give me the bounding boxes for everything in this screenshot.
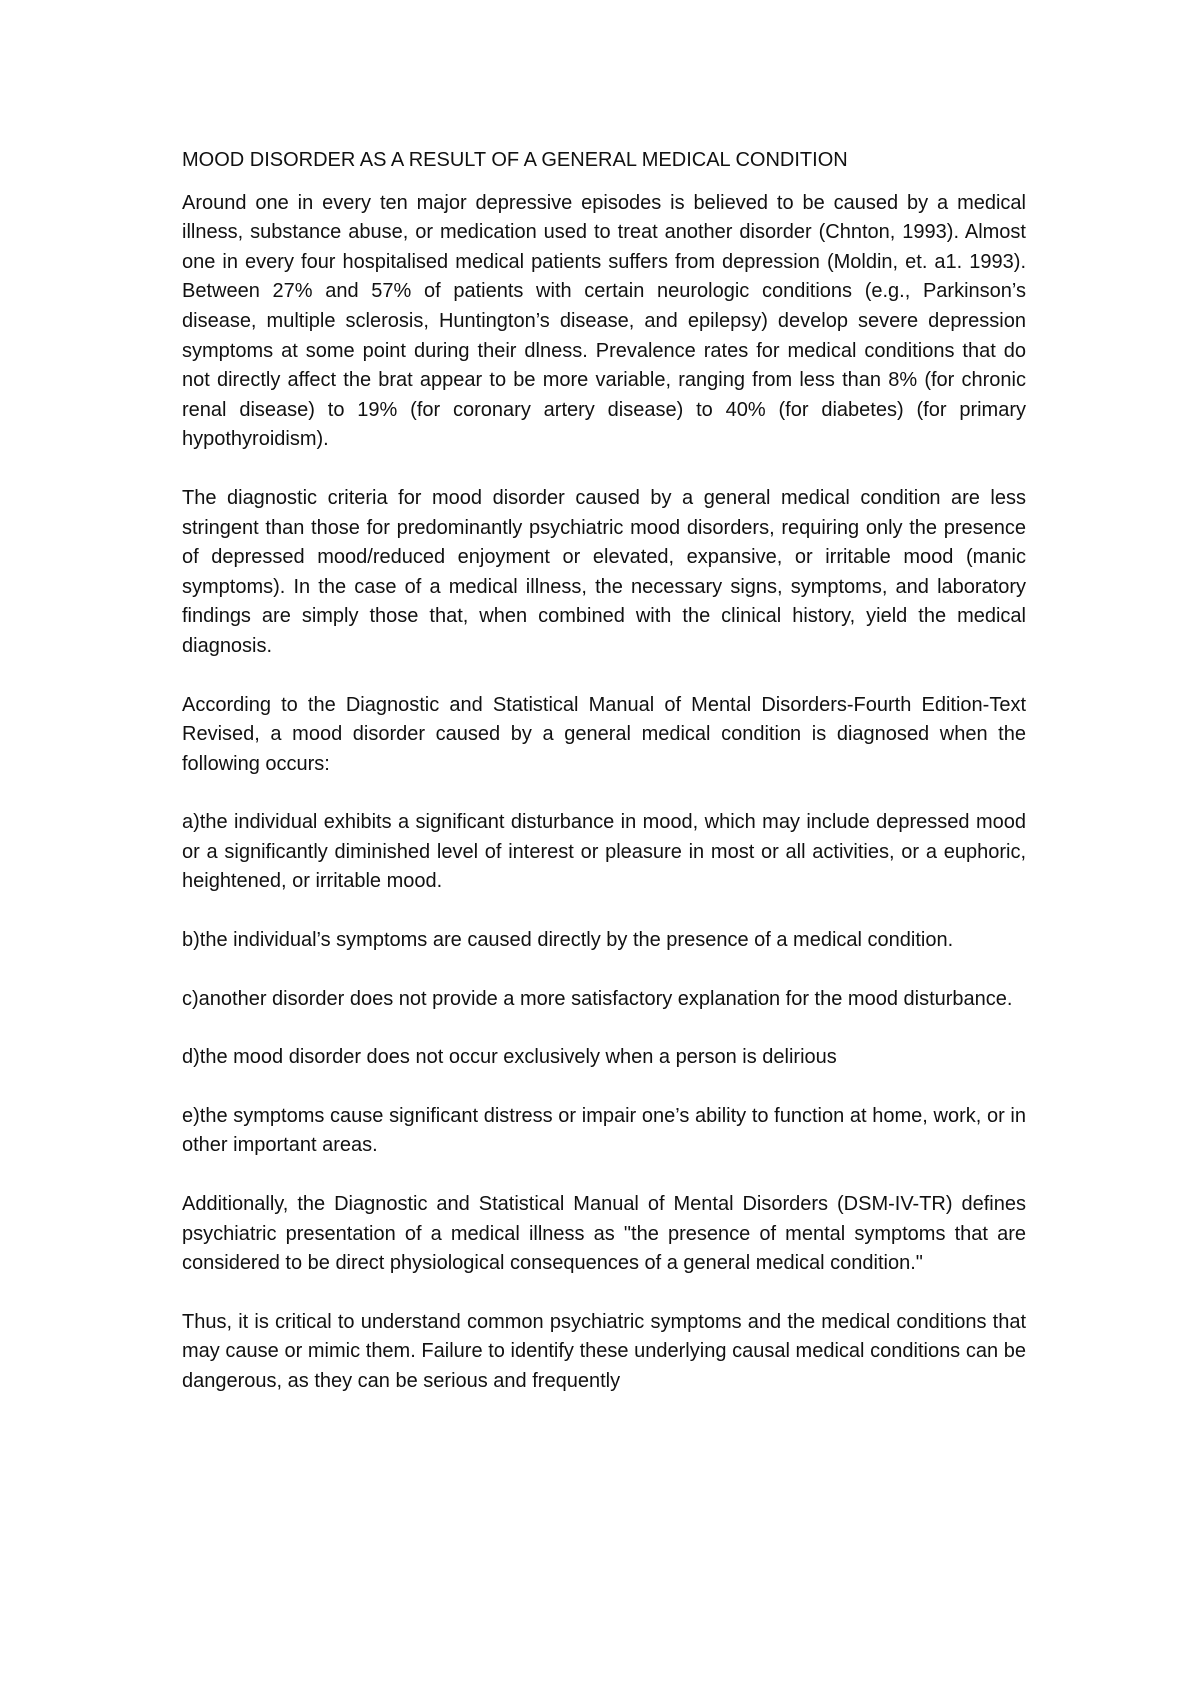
paragraph-prevalence: Around one in every ten major depressive episodes is believed to be caused by a medical illness, substance abuse, or medication used to treat another disorder (Chnton, 1993). Almost one in every four hospitalised medical patients suffers from depression (Moldin, et. a1. 1993). Between 27% and 57% of patients with certain neurologic conditions (e.g., Parkinson’s disease, multiple sclerosis, Huntington’s disease, and epilepsy) develop severe depression symptoms at some point during their dlness. Prevalence rates for medical conditions that do not directly affect the brat appear to be more variable, ranging from less than 8% (for chronic renal disease) to 19% (for coronary artery disease) to 40% (for diabetes) (for primary hypothyroidism).: [182, 191, 1026, 451]
list-item-c: c)another disorder does not provide a more satisfactory explanation for the mood disturbance.: [182, 987, 1013, 1010]
document-title: MOOD DISORDER AS A RESULT OF A GENERAL MEDICAL CONDITION: [182, 149, 848, 171]
paragraph-conclusion: Thus, it is critical to understand common psychiatric symptoms and the medical conditions that may cause or mimic them. Failure to identify these underlying causal medical conditions can be dangerous, as they can be serious and frequently: [182, 1310, 1026, 1392]
list-item-e: e)the symptoms cause significant distress or impair one’s ability to function at home, work, or in other important areas.: [182, 1104, 1026, 1157]
paragraph-diagnostic-criteria: The diagnostic criteria for mood disorder caused by a general medical condition are less stringent than those for predominantly psychiatric mood disorders, requiring only the presence of depressed mood/reduced enjoyment or elevated, expansive, or irritable mood (manic symptoms). In the case of a medical illness, the necessary signs, symptoms, and laboratory findings are simply those that, when combined with the clinical history, yield the medical diagnosis.: [182, 486, 1026, 657]
paragraph-dsm-intro: According to the Diagnostic and Statistical Manual of Mental Disorders-Fourth Edition-Text Revised, a mood disorder caused by a general medical condition is diagnosed when the following occurs:: [182, 693, 1026, 775]
list-item-a: a)the individual exhibits a significant disturbance in mood, which may include depressed mood or a significantly diminished level of interest or pleasure in most or all activities, or a euphoric, heightened, or irritable mood.: [182, 811, 1026, 893]
list-item-d: d)the mood disorder does not occur exclusively when a person is delirious: [182, 1046, 837, 1069]
paragraph-dsm-definition: Additionally, the Diagnostic and Statistical Manual of Mental Disorders (DSM-IV-TR) defines psychiatric presentation of a medical illness as "the presence of mental symptoms that are considered to be direct physiological consequences of a general medical condition.": [182, 1193, 1026, 1275]
list-item-b: b)the individual’s symptoms are caused directly by the presence of a medical condition.: [182, 929, 954, 952]
document-page: [182, 146, 1026, 1426]
